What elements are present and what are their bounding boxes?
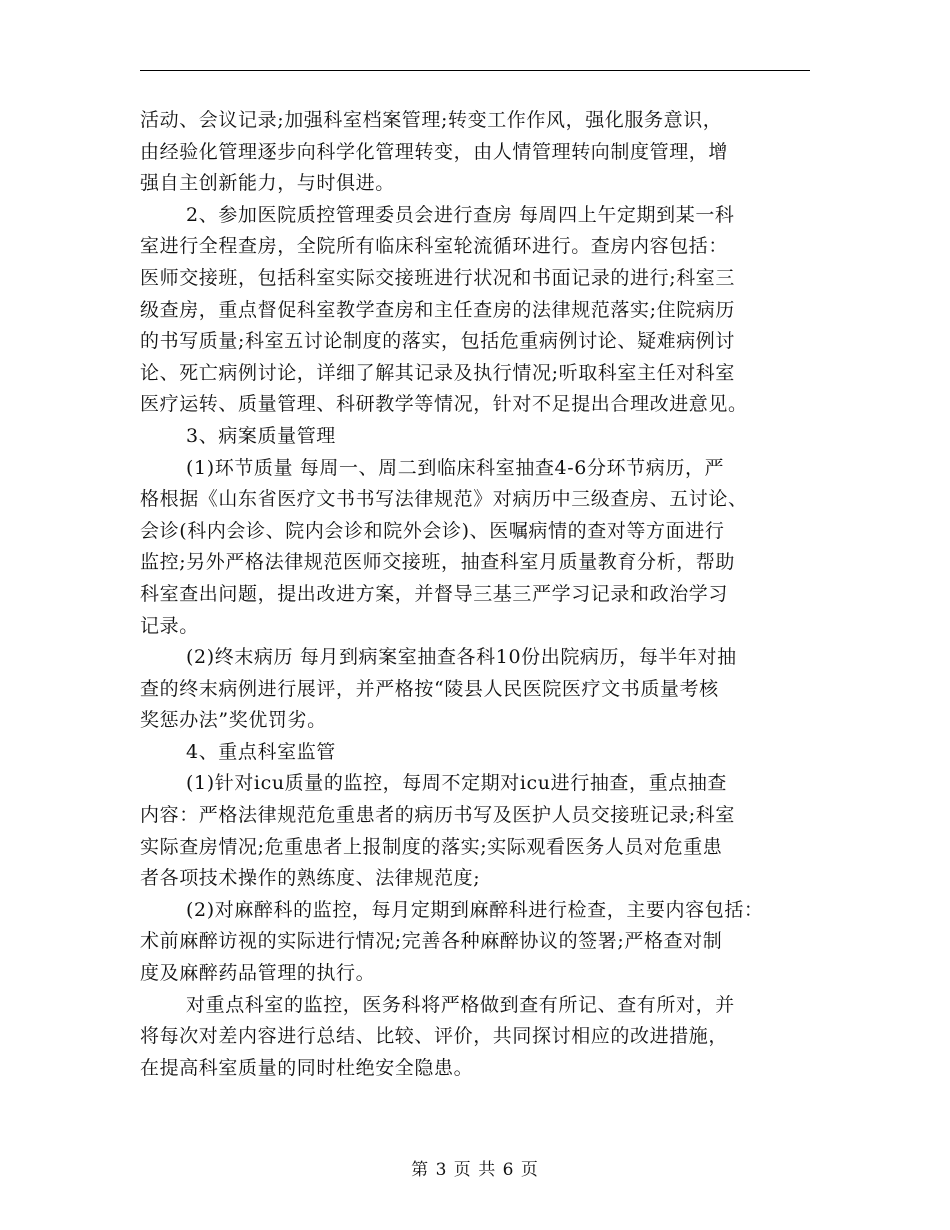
text-line: 在提高科室质量的同时杜绝安全隐患。 bbox=[140, 1056, 474, 1079]
paragraph bbox=[140, 200, 810, 421]
paragraph bbox=[140, 105, 810, 200]
text-line: 活动、会议记录;加强科室档案管理;转变工作作风，强化服务意识， bbox=[140, 109, 723, 131]
text-line: 格根据《山东省医疗文书书写法律规范》对病历中三级查房、五讨论、 bbox=[140, 488, 748, 511]
paragraph bbox=[140, 421, 810, 453]
text-line: 对重点科室的监控，医务科将严格做到查有所记、查有所对，并 bbox=[186, 993, 735, 1016]
text-line: 者各项技术操作的熟练度、法律规范度; bbox=[140, 867, 481, 890]
text-line: 将每次对差内容进行总结、比较、评价，共同探讨相应的改进措施， bbox=[140, 1025, 729, 1048]
header-rule bbox=[140, 70, 810, 71]
text-line: 奖惩办法”奖优罚劣。 bbox=[140, 709, 327, 732]
paragraph bbox=[140, 453, 810, 643]
text-line: 2、参加医院质控管理委员会进行查房 每周四上午定期到某一科 bbox=[186, 203, 735, 226]
text-line: (2)对麻醉科的监控，每月定期到麻醉科进行检查，主要内容包括： bbox=[186, 898, 764, 921]
paragraph bbox=[140, 895, 810, 990]
paragraph bbox=[140, 990, 810, 1085]
text-line: 的书写质量;科室五讨论制度的落实，包括危重病例讨论、疑难病例讨 bbox=[140, 330, 736, 353]
text-line: 论、死亡病例讨论，详细了解其记录及执行情况;听取科室主任对科室 bbox=[140, 361, 736, 384]
text-line: (1)针对icu质量的监控，每周不定期对icu进行抽查，重点抽查 bbox=[186, 772, 728, 795]
text-line: 内容：严格法律规范危重患者的病历书写及医护人员交接班记录;科室 bbox=[140, 804, 736, 827]
page-number: 第 3 页 共 6 页 bbox=[411, 1160, 539, 1180]
text-line: 级查房，重点督促科室教学查房和主任查房的法律规范落实;住院病历 bbox=[140, 298, 736, 321]
text-line: 会诊(科内会诊、院内会诊和院外会诊)、医嘱病情的查对等方面进行 bbox=[140, 519, 725, 542]
paragraph bbox=[140, 768, 810, 894]
text-line: 科室查出问题，提出改进方案，并督导三基三严学习记录和政治学习 bbox=[140, 582, 729, 605]
text-line: 术前麻醉访视的实际进行情况;完善各种麻醉协议的签署;严格查对制 bbox=[140, 930, 723, 953]
document-body bbox=[140, 105, 810, 1084]
text-line: 查的终末病例进行展评，并严格按“陵县人民医院医疗文书质量考核 bbox=[140, 677, 719, 700]
text-line: (2)终末病历 每月到病案室抽查各科10份出院病历，每半年对抽 bbox=[186, 646, 737, 669]
paragraph bbox=[140, 737, 810, 769]
text-line: 记录。 bbox=[140, 614, 199, 637]
paragraph bbox=[140, 642, 810, 737]
text-line: 实际查房情况;危重患者上报制度的落实;实际观看医务人员对危重患 bbox=[140, 835, 723, 858]
text-line: 室进行全程查房，全院所有临床科室轮流循环进行。查房内容包括： bbox=[140, 235, 729, 258]
text-line: 医疗运转、质量管理、科研教学等情况，针对不足提出合理改进意见。 bbox=[140, 393, 748, 416]
text-line: 医师交接班，包括科室实际交接班进行状况和书面记录的进行;科室三 bbox=[140, 266, 736, 289]
text-line: (1)环节质量 每周一、周二到临床科室抽查4-6分环节病历，严 bbox=[186, 456, 725, 479]
text-line: 度及麻醉药品管理的执行。 bbox=[140, 962, 376, 985]
text-line: 3、病案质量管理 bbox=[186, 424, 336, 447]
text-line: 由经验化管理逐步向科学化管理转变，由人情管理转向制度管理，增 bbox=[140, 140, 729, 163]
text-line: 4、重点科室监管 bbox=[186, 740, 336, 763]
text-line: 监控;另外严格法律规范医师交接班，抽查科室月质量教育分析，帮助 bbox=[140, 551, 736, 574]
text-line: 强自主创新能力，与时俱进。 bbox=[140, 172, 395, 195]
